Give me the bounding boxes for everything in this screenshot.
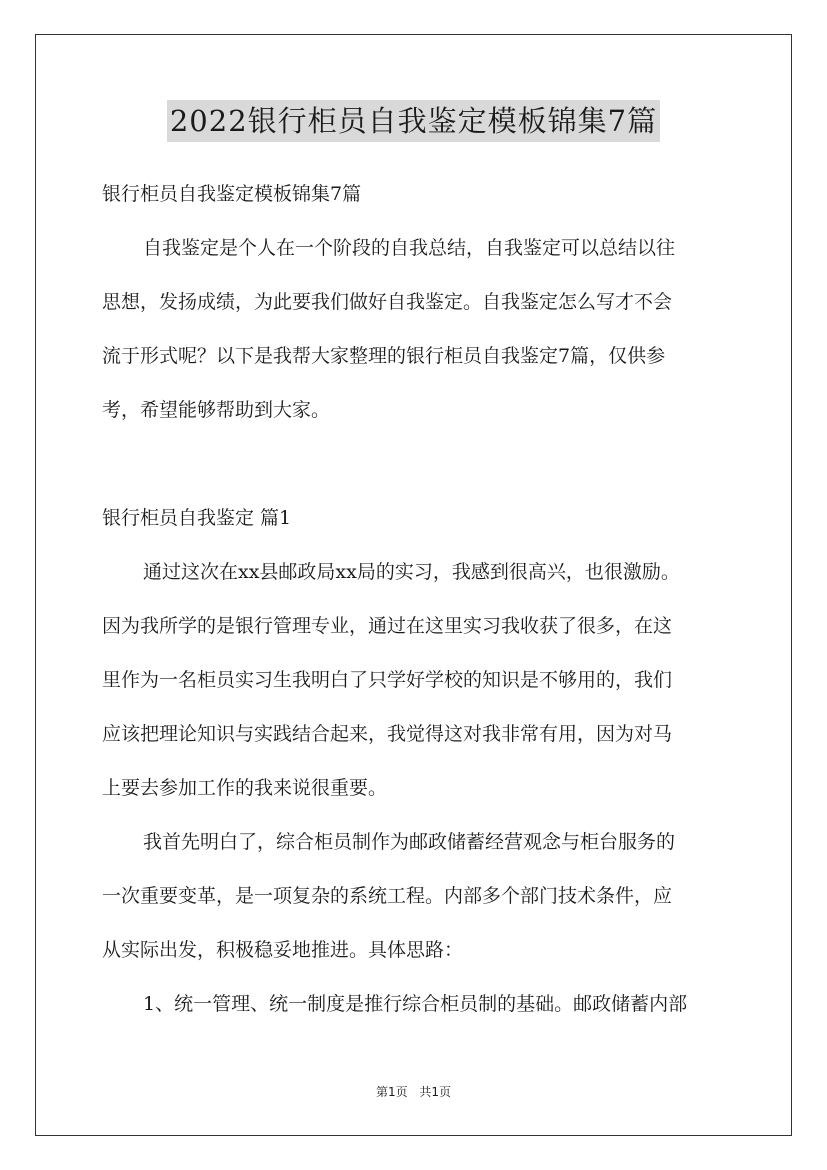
para2-line-2: 一次重要变革，是一项复杂的系统工程。内部多个部门技术条件，应 <box>102 885 673 907</box>
para1-line-4: 应该把理论知识与实践结合起来，我觉得这对我非常有用，因为对马 <box>102 723 673 745</box>
section-heading: 银行柜员自我鉴定 篇1 <box>102 507 292 529</box>
intro-line-3: 流于形式呢？以下是我帮大家整理的银行柜员自我鉴定7篇，仅供参 <box>102 345 666 367</box>
page-total: 共1页 <box>419 1085 452 1099</box>
para1-line-1: 通过这次在xx县邮政局xx局的实习，我感到很高兴，也很激励。 <box>143 561 680 583</box>
page-footer <box>0 1084 827 1100</box>
para2-line-3: 从实际出发，积极稳妥地推进。具体思路： <box>102 939 464 961</box>
para1-line-3: 里作为一名柜员实习生我明白了只学好学校的知识是不够用的，我们 <box>102 669 673 691</box>
title-container <box>0 100 827 142</box>
document-title: 2022银行柜员自我鉴定模板锦集7篇 <box>167 100 660 142</box>
page-number: 第1页 <box>375 1085 408 1099</box>
intro-line-2: 思想，发扬成绩，为此要我们做好自我鉴定。自我鉴定怎么写才不会 <box>102 291 673 313</box>
document-subtitle: 银行柜员自我鉴定模板锦集7篇 <box>102 183 362 205</box>
intro-line-4: 考，希望能够帮助到大家。 <box>102 399 331 421</box>
para2-line-1: 我首先明白了，综合柜员制作为邮政储蓄经营观念与柜台服务的 <box>143 831 676 853</box>
para1-line-2: 因为我所学的是银行管理专业，通过在这里实习我收获了很多，在这 <box>102 615 673 637</box>
para1-line-5: 上要去参加工作的我来说很重要。 <box>102 777 388 799</box>
para3-line-1: 1、统一管理、统一制度是推行综合柜员制的基础。邮政储蓄内部 <box>143 993 688 1015</box>
intro-line-1: 自我鉴定是个人在一个阶段的自我总结，自我鉴定可以总结以往 <box>143 237 676 259</box>
